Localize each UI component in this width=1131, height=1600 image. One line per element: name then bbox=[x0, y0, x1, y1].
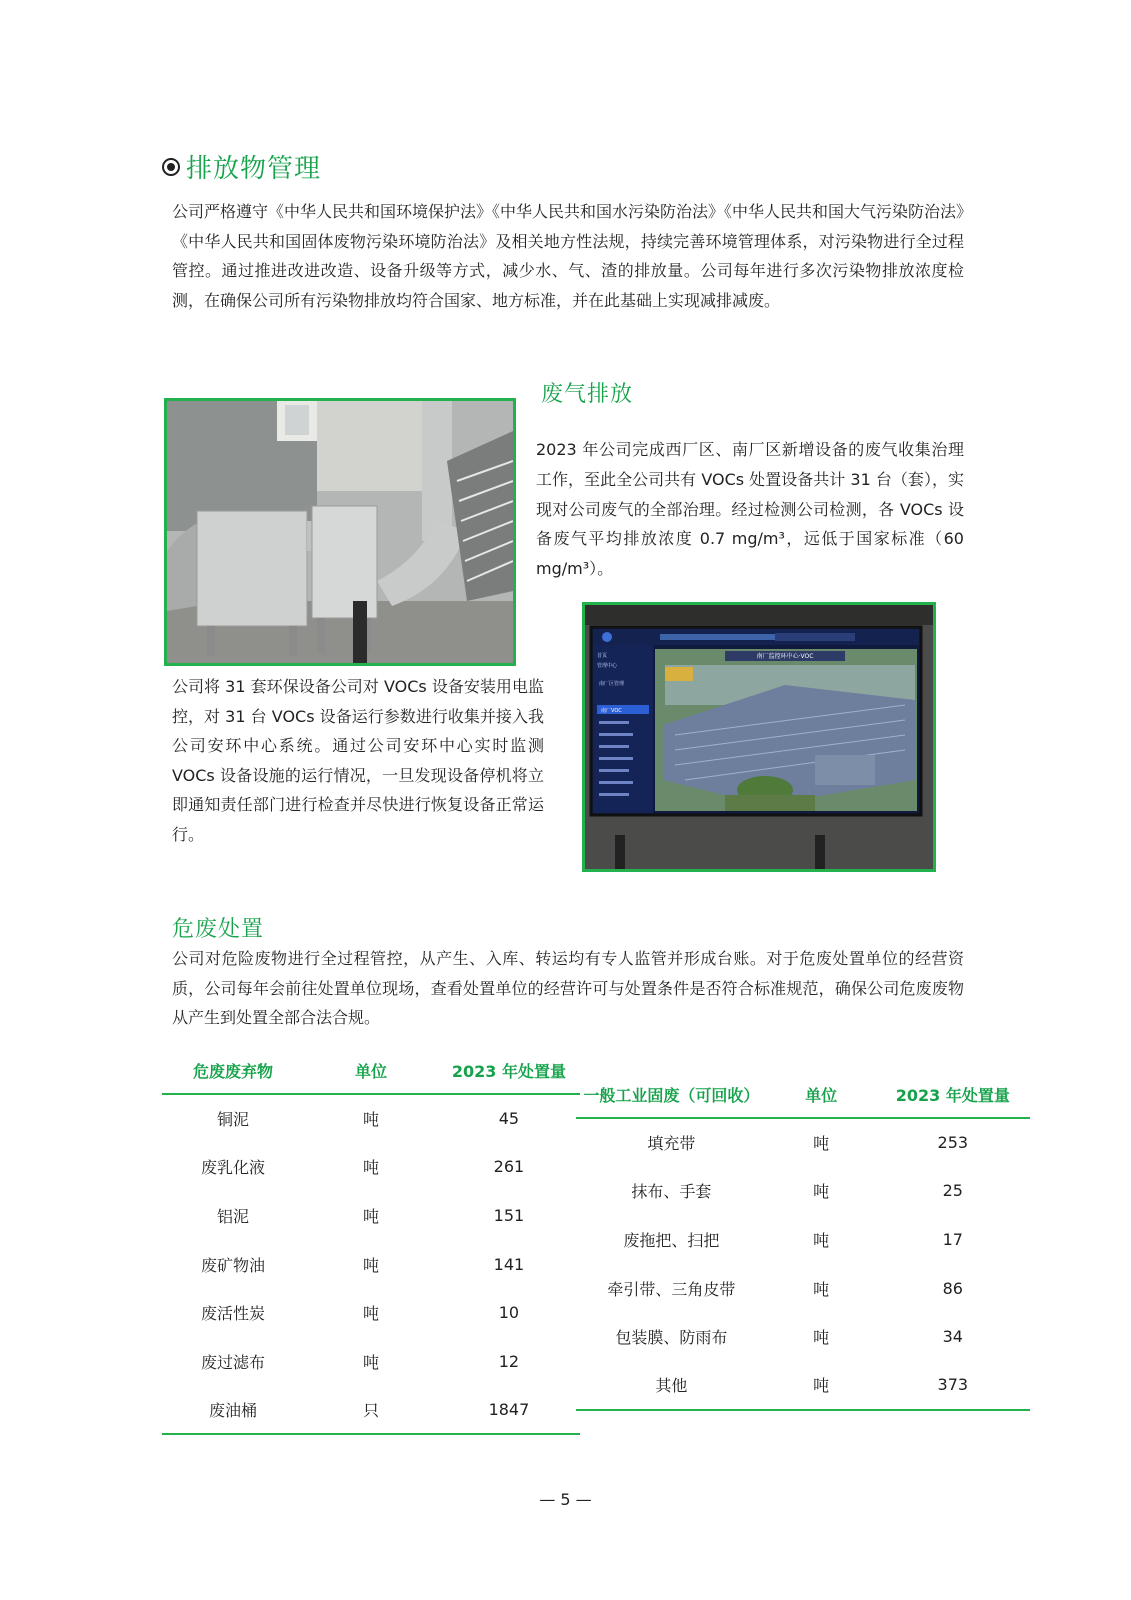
table-row bbox=[162, 1191, 580, 1240]
table-row bbox=[576, 1118, 1030, 1167]
table-header-row bbox=[576, 1072, 1030, 1118]
table-cell: 吨 bbox=[362, 1206, 379, 1226]
hazardous-waste-table bbox=[162, 1048, 580, 1435]
table-row bbox=[162, 1240, 580, 1289]
section-title-text: 排放物管理 bbox=[186, 154, 322, 184]
table-cell: 牵引带、三角皮带 bbox=[607, 1279, 736, 1299]
table-cell: 151 bbox=[493, 1205, 525, 1225]
table-row bbox=[576, 1361, 1030, 1410]
table-cell: 铜泥 bbox=[217, 1110, 250, 1130]
screen-menu-item-0: 首页 bbox=[597, 653, 608, 659]
table-row bbox=[576, 1167, 1030, 1216]
table-cell: 吨 bbox=[813, 1134, 830, 1154]
intro-paragraph: 公司严格遵守《中华人民共和国环境保护法》《中华人民共和国水污染防治法》《中华人民共和国大气污染防治法》《中华人民共和国固体废物污染环境防治法》及相关地方性法规，持续完善环境管理体系，对污染物进行全过程管控。通过推进改进改造、设备升级等方式，减少水、气、渣的排放量。公司每年进行多次污染物排放浓度检测，在确保公司所有污染物排放均符合国家、地方标准，并在此基础上实现减排减废。 bbox=[172, 202, 965, 310]
table-cell: 吨 bbox=[362, 1352, 379, 1372]
table-cell: 废油桶 bbox=[162, 1386, 304, 1435]
column-header: 危废废弃物 bbox=[162, 1048, 304, 1094]
screen-menu-item-3: 南厂VOC bbox=[601, 708, 622, 714]
table-row bbox=[162, 1288, 580, 1337]
table-cell: 17 bbox=[942, 1229, 963, 1249]
table-cell: 12 bbox=[498, 1351, 520, 1371]
table-cell: 25 bbox=[942, 1181, 963, 1201]
column-header: 2023 年处置量 bbox=[876, 1072, 1030, 1118]
table-cell: 废乳化液 bbox=[201, 1158, 266, 1178]
column-header: 2023 年处置量 bbox=[438, 1048, 580, 1094]
table-cell: 废活性炭 bbox=[201, 1304, 266, 1324]
table-cell: 373 bbox=[876, 1361, 1030, 1410]
monitoring-screen-illustration bbox=[585, 605, 933, 869]
screen-menu-item-2: 南厂区管理 bbox=[599, 681, 625, 687]
table-cell: 141 bbox=[493, 1254, 525, 1274]
waste-gas-paragraph: 2023 年公司完成西厂区、南厂区新增设备的废气收集治理工作，至此全公司共有 VOCs 处置设备共计 31 台（套），实现对公司废气的全部治理。经过检测公司检测，各 VOCs 设备废气平均排放浓度 0.7 mg/m³，远低于国家标准（60 mg/m³）。 bbox=[536, 440, 964, 579]
voc-equipment-photo bbox=[164, 398, 516, 666]
table-row bbox=[162, 1143, 580, 1192]
voc-equipment-illustration bbox=[167, 401, 513, 663]
column-header: 单位 bbox=[767, 1072, 876, 1118]
table-cell: 废拖把、扫把 bbox=[623, 1230, 720, 1250]
table-header-row bbox=[162, 1048, 580, 1094]
section-title bbox=[162, 148, 321, 185]
column-header: 一般工业固废（可回收） bbox=[576, 1072, 767, 1118]
screen-header-text: 南厂监控环中心·VOC bbox=[756, 653, 814, 660]
target-bullet-icon bbox=[162, 158, 180, 176]
hazardous-waste-paragraph: 公司对危险废物进行全过程管控，从产生、入库、转运均有专人监管并形成台账。对于危废处置单位的经营资质，公司每年会前往处置单位现场，查看处置单位的经营许可与处置条件是否符合标准规范，确保公司危废废物从产生到处置全部合法合规。 bbox=[172, 949, 964, 1027]
table-cell: 34 bbox=[942, 1327, 963, 1347]
table-cell: 吨 bbox=[813, 1328, 830, 1348]
table-cell: 抹布、手套 bbox=[631, 1182, 712, 1202]
table-cell: 只 bbox=[304, 1386, 438, 1435]
hazardous-waste-title: 危废处置 bbox=[172, 917, 265, 942]
table-cell: 其他 bbox=[576, 1361, 767, 1410]
table-cell: 吨 bbox=[767, 1361, 876, 1410]
table-cell: 253 bbox=[937, 1133, 969, 1153]
table-cell: 10 bbox=[498, 1303, 520, 1323]
table-cell: 吨 bbox=[813, 1182, 830, 1202]
table-row bbox=[162, 1094, 580, 1143]
table-cell: 吨 bbox=[362, 1255, 379, 1275]
table-cell: 铝泥 bbox=[217, 1206, 250, 1226]
table-cell: 吨 bbox=[813, 1279, 830, 1299]
table-row bbox=[576, 1312, 1030, 1361]
table-row bbox=[162, 1337, 580, 1386]
table-cell: 吨 bbox=[362, 1158, 379, 1178]
monitoring-screen-photo bbox=[582, 602, 936, 872]
page-number: — 5 — bbox=[539, 1490, 592, 1509]
table-row bbox=[576, 1215, 1030, 1264]
table-cell: 填充带 bbox=[647, 1134, 696, 1154]
screen-menu-item-1: 管理中心 bbox=[597, 663, 618, 669]
table-row bbox=[162, 1386, 580, 1435]
waste-gas-title: 废气排放 bbox=[541, 382, 634, 407]
table-cell: 包装膜、防雨布 bbox=[615, 1328, 728, 1348]
table-cell: 86 bbox=[942, 1278, 963, 1298]
table-cell: 废矿物油 bbox=[201, 1255, 266, 1275]
column-header: 单位 bbox=[304, 1048, 438, 1094]
table-cell: 吨 bbox=[813, 1230, 830, 1250]
table-cell: 45 bbox=[498, 1109, 520, 1129]
table-cell: 1847 bbox=[438, 1386, 580, 1435]
table-cell: 261 bbox=[493, 1157, 525, 1177]
table-cell: 废过滤布 bbox=[201, 1352, 266, 1372]
table-row bbox=[576, 1264, 1030, 1313]
general-solid-waste-table bbox=[576, 1072, 1030, 1411]
monitoring-paragraph: 公司将 31 套环保设备公司对 VOCs 设备安装用电监控，对 31 台 VOCs 设备运行参数进行收集并接入我公司安环中心系统。通过公司安环中心实时监测 VOCs 设备设施的运行情况，一旦发现设备停机将立即通知责任部门进行检查并尽快进行恢复设备正常运行。 bbox=[172, 677, 544, 844]
table-cell: 吨 bbox=[362, 1110, 379, 1130]
table-cell: 吨 bbox=[362, 1304, 379, 1324]
